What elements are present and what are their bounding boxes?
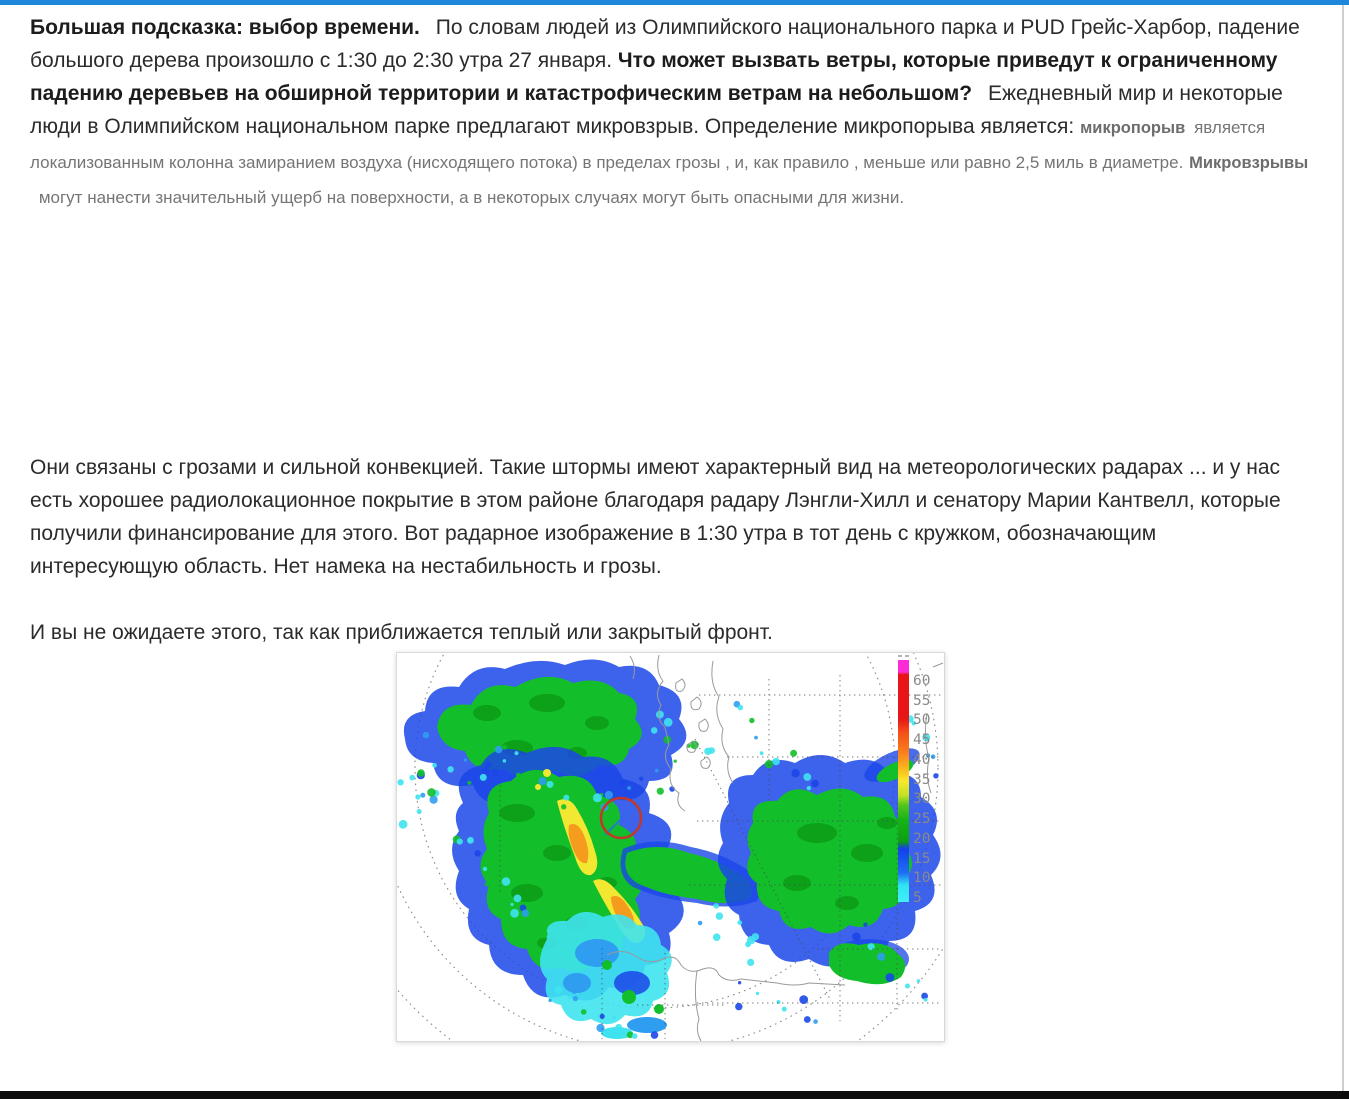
term-microburst: микропорыв (1080, 119, 1186, 137)
microburst-damage-note: могут нанести значительный ущерб на поверхности, а в некоторых случаях могут быть опасными для жизни. (38, 188, 905, 207)
svg-text:25: 25 (912, 811, 930, 827)
svg-text:10: 10 (912, 870, 930, 886)
svg-text:55: 55 (912, 693, 930, 709)
radar-image[interactable] (396, 652, 945, 1042)
paragraph-intro (30, 11, 1310, 214)
empty-ad-space (30, 214, 1310, 451)
lead-bold-text: Большая подсказка: выбор времени. (30, 16, 420, 39)
svg-text:60: 60 (912, 673, 930, 689)
question-bold-text: Что может вызвать ветры, которые приведут к ограниченному падению деревьев на обширной территории и катастрофическим ветрам на небольшом? (30, 49, 1278, 105)
explanation-sentence: Ежедневный мир и некоторые люди в Олимпийском национальном парке предлагают микровзрыв. Определение микропорыва является: (30, 82, 1283, 138)
intro-sentence: По словам людей из Олимпийского национального парка и PUD Грейс-Харбор, падение большого дерева произошло с 1:30 до 2:30 утра 27 января. (30, 16, 1300, 72)
svg-text:15: 15 (912, 851, 930, 867)
svg-text:45: 45 (912, 732, 930, 748)
microburst-definition: является локализованным колонна замиранием воздуха (нисходящего потока) в пределах грозы , и, как правило , меньше или равно 2,5 миль в диаметре. (30, 118, 1266, 172)
paragraph-radar-coverage: Они связаны с грозами и сильной конвекцией. Такие штормы имеют характерный вид на метеорологических радарах ... и у нас есть хорошее радиолокационное покрытие в этом районе благодаря радару Лэнгли-Хилл и сенатору Марии Кантвелл, которые получили финансирование для этого. Вот радарное изображение в 1:30 утра в тот день с кружком, обозначающим интересующую область. Нет намека на нестабильность и грозы. (30, 456, 1281, 578)
bottom-black-bar (0, 1091, 1349, 1099)
svg-text:50: 50 (912, 712, 930, 728)
svg-text:35: 35 (912, 772, 930, 788)
svg-text:40: 40 (912, 752, 930, 768)
article (30, 5, 1310, 1042)
radar-svg (397, 653, 944, 1041)
term-microbursts: Микровзрывы (1189, 154, 1309, 172)
paragraph-front: И вы не ожидаете этого, так как приближается теплый или закрытый фронт. (30, 621, 773, 644)
right-edge-line (1342, 5, 1344, 1092)
svg-text:30: 30 (912, 791, 930, 807)
svg-text:20: 20 (912, 831, 930, 847)
svg-text:5: 5 (912, 890, 922, 906)
